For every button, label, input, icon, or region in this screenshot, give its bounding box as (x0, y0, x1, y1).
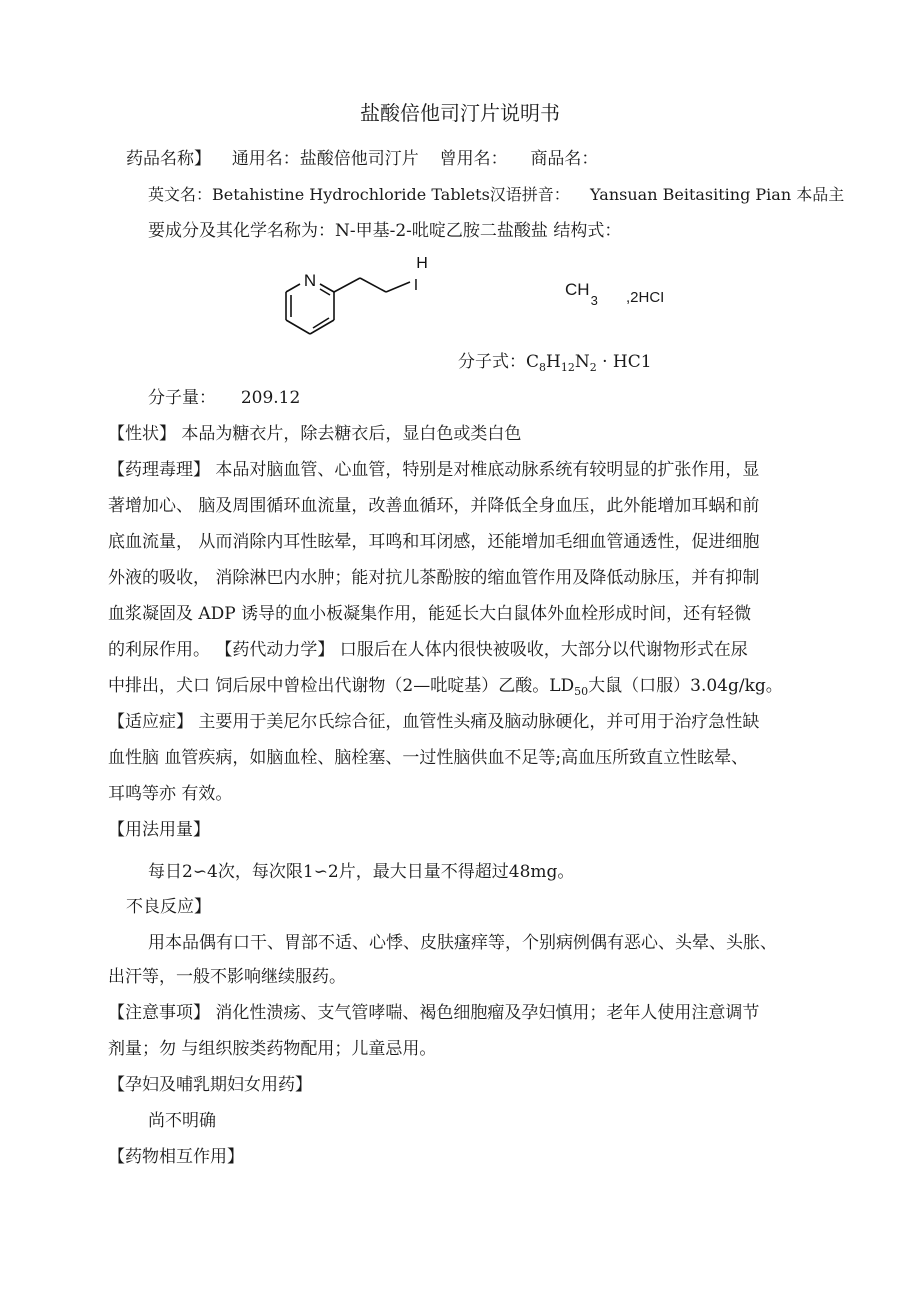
atom-h: H (416, 255, 428, 272)
dosage-text: 每日2∽4次，每次限1∽2片，最大日量不得超过48mg。 (148, 862, 575, 882)
generic-name: 通用名：盐酸倍他司汀片 (231, 149, 419, 169)
adverse-line-1: 用本品偶有口干、胃部不适、心悸、皮肤瘙痒等，个别病例偶有恶心、头晕、头胀、 (148, 933, 777, 953)
atom-i: I (413, 277, 419, 294)
drug-name-heading: 药品名称】 (126, 149, 211, 169)
composition-line: 要成分及其化学名称为：N-甲基-2-吡啶乙胺二盐酸盐 结构式： (148, 221, 622, 241)
drug-name-line (126, 148, 598, 170)
adverse-line-2: 出汗等，一般不影响继续服药。 (108, 967, 346, 987)
ring-bond-3 (286, 320, 310, 334)
ring-double-3 (320, 289, 330, 295)
pregnancy-text: 尚不明确 (148, 1111, 216, 1131)
chain-bond-1 (334, 278, 360, 292)
pharmacology-line-2: 著增加心、 脑及周围循环血流量，改善血循环，并降低全身血压，此外能增加耳蜗和前 (108, 496, 760, 516)
section-pregnancy: 【孕妇及哺乳期妇女用药】 (108, 1075, 312, 1095)
chain-bond-3 (386, 282, 410, 292)
section-adverse-reactions: 不良反应】 (126, 897, 211, 917)
english-name-line (148, 184, 844, 206)
pinyin-value: Yansuan Beitasiting Pian (589, 185, 792, 204)
former-name: 曾用名： (439, 149, 508, 169)
pharmacology-line-4: 外液的吸收， 消除淋巴内水肿；能对抗儿茶酚胺的缩血管作用及降低动脉压，并有抑制 (108, 568, 760, 588)
ring-bond-1 (286, 284, 300, 292)
english-name-value: Betahistine Hydrochloride Tablets (212, 185, 490, 204)
molecular-weight: 分子量： 209.12 (148, 388, 301, 408)
document-title: 盐酸倍他司汀片说明书 (360, 101, 560, 125)
pharmacology-line-6: 的利尿作用。 【药代动力学】 口服后在人体内很快被吸收，大部分以代谢物形式在尿 (108, 640, 748, 660)
precautions-line-1: 【注意事项】 消化性溃疡、支气管哮喘、褐色细胞瘤及孕妇慎用；老年人使用注意调节 (108, 1003, 760, 1023)
structure-diagram (276, 252, 436, 344)
section-interactions: 【药物相互作用】 (108, 1147, 244, 1167)
pharmacology-line-3: 底血流量， 从而消除内耳性眩晕，耳鸣和耳闭感，还能增加毛细血管通透性，促进细胞 (108, 532, 760, 552)
pharmacology-line-5: 血浆凝固及 ADP 诱导的血小板凝集作用，能延长大白鼠体外血栓形成时间，还有轻微 (108, 604, 752, 624)
chain-bond-2 (360, 278, 386, 292)
salt-label: ,2HCI (626, 289, 665, 306)
indications-line-3: 耳鸣等亦 有效。 (108, 784, 233, 804)
indications-line-1: 【适应症】 主要用于美尼尔氏综合征，血管性头痛及脑动脉硬化，并可用于治疗急性缺 (108, 712, 760, 732)
indications-line-2: 血性脑 血管疾病，如脑血栓、脑栓塞、一过性脑供血不足等;高血压所致直立性眩晕、 (108, 748, 749, 768)
ring-double-2 (313, 318, 329, 328)
english-line-tail: 本品主 (796, 185, 845, 204)
pharmacology-line-1: 【药理毒理】 本品对脑血管、心血管，特别是对椎底动脉系统有较明显的扩张作用，显 (108, 460, 760, 480)
section-properties: 【性状】 本品为糖衣片，除去糖衣后，显白色或类白色 (108, 424, 522, 444)
english-name-label: 英文名： (148, 185, 213, 204)
section-dosage: 【用法用量】 (108, 820, 210, 840)
pharmacokinetics-line: 中排出，犬口 饲后尿中曾检出代谢物（2—吡啶基）乙酸。$LD_{50}$大鼠（口服）3.04g/kg。 (108, 676, 783, 698)
atom-n: N (303, 271, 317, 290)
molecular-formula: 分子式：$C_8H_{12}N_2 \cdot HC1$ (458, 352, 652, 374)
trade-name: 商品名： (530, 149, 599, 169)
pinyin-label: 汉语拼音： (489, 185, 570, 204)
methyl-group: $CH_3$ (565, 280, 598, 309)
precautions-line-2: 剂量；勿 与组织胺类药物配用；儿童忌用。 (108, 1039, 437, 1059)
